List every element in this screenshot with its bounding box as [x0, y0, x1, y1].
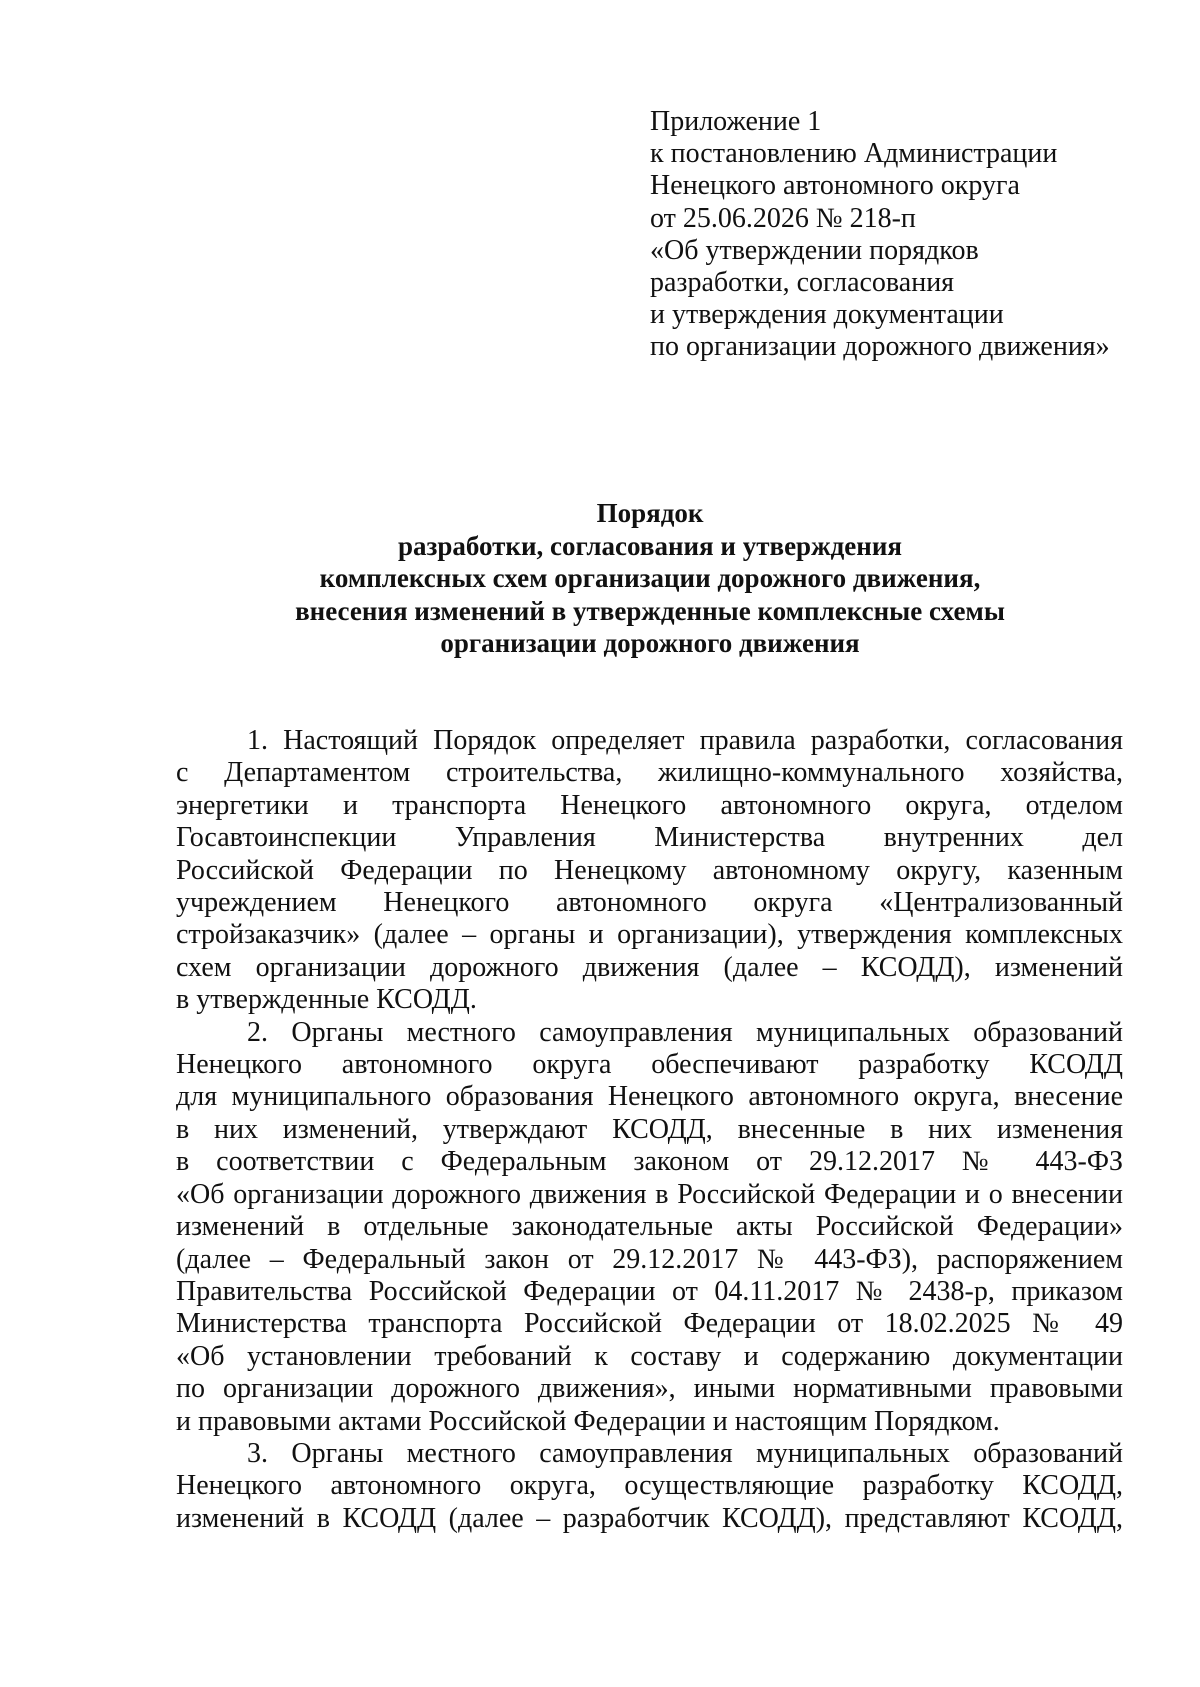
paragraph-line: изменений в отдельные законодательные акты Российской Федерации» — [176, 1211, 1123, 1243]
appendix-line: «Об утверждении порядков — [650, 234, 979, 266]
paragraph-line: Госавтоинспекции Управления Министерства внутренних дел — [176, 822, 1123, 854]
appendix-line: разработки, согласования — [650, 267, 955, 299]
paragraph-line: Российской Федерации по Ненецкому автономному округу, казенным — [176, 854, 1123, 886]
document-title — [176, 497, 1124, 660]
paragraph-line: по организации дорожного движения», иными нормативными правовыми — [176, 1373, 1123, 1405]
paragraph-line: Ненецкого автономного округа обеспечивают разработку КСОДД — [176, 1049, 1123, 1081]
paragraph-2 — [176, 1017, 1123, 1438]
paragraph-3 — [176, 1438, 1123, 1535]
paragraph-line: и правовыми актами Российской Федерации и настоящим Порядком. — [176, 1405, 1000, 1437]
paragraph-line: 2. Органы местного самоуправления муниципальных образований — [247, 1016, 1123, 1048]
paragraph-line: для муниципального образования Ненецкого автономного округа, внесение — [176, 1081, 1123, 1113]
paragraph-line: с Департаментом строительства, жилищно-коммунального хозяйства, — [176, 757, 1123, 789]
paragraph-line: стройзаказчик» (далее – органы и организации), утверждения комплексных — [176, 919, 1123, 951]
title-line: Порядок — [596, 498, 704, 528]
paragraph-line: в соответствии с Федеральным законом от 29.12.2017 № 443-ФЗ — [176, 1146, 1123, 1178]
paragraph-1 — [176, 725, 1123, 1017]
appendix-line: и утверждения документации — [650, 299, 1004, 331]
paragraph-line: (далее – Федеральный закон от 29.12.2017 № 443-ФЗ), распоряжением — [176, 1243, 1123, 1275]
paragraph-line: учреждением Ненецкого автономного округа «Централизованный — [176, 887, 1123, 919]
title-line: организации дорожного движения — [440, 628, 860, 658]
paragraph-line: Ненецкого автономного округа, осуществляющие разработку КСОДД, — [176, 1470, 1123, 1502]
paragraph-line: энергетики и транспорта Ненецкого автономного округа, отделом — [176, 789, 1123, 821]
title-line: комплексных схем организации дорожного движения, — [319, 563, 981, 593]
appendix-header — [650, 106, 1170, 364]
paragraph-line: «Об организации дорожного движения в Российской Федерации и о внесении — [176, 1178, 1123, 1210]
paragraph-line: Правительства Российской Федерации от 04.11.2017 № 2438-р, приказом — [176, 1275, 1123, 1307]
appendix-line: по организации дорожного движения» — [650, 331, 1110, 363]
paragraph-line: изменений в КСОДД (далее – разработчик КСОДД), представляют КСОДД, — [176, 1502, 1123, 1534]
appendix-line: к постановлению Администрации — [650, 138, 1058, 170]
paragraph-line: Министерства транспорта Российской Федерации от 18.02.2025 № 49 — [176, 1308, 1123, 1340]
paragraph-line: 1. Настоящий Порядок определяет правила разработки, согласования — [247, 725, 1123, 756]
appendix-line: Приложение 1 — [650, 106, 822, 137]
appendix-line: Ненецкого автономного округа — [650, 170, 1020, 202]
paragraph-line: 3. Органы местного самоуправления муниципальных образований — [247, 1437, 1123, 1469]
paragraph-line: в утвержденные КСОДД. — [176, 984, 477, 1016]
document-body — [176, 725, 1123, 1535]
title-line: разработки, согласования и утверждения — [397, 530, 903, 561]
paragraph-line: схем организации дорожного движения (далее – КСОДД), изменений — [176, 951, 1123, 983]
paragraph-line: в них изменений, утверждают КСОДД, внесенные в них изменения — [176, 1113, 1123, 1145]
appendix-line: от 25.06.2026 № 218-п — [650, 202, 916, 234]
title-line: внесения изменений в утвержденные комплексные схемы — [295, 595, 1005, 626]
paragraph-line: «Об установлении требований к составу и содержанию документации — [176, 1340, 1123, 1372]
